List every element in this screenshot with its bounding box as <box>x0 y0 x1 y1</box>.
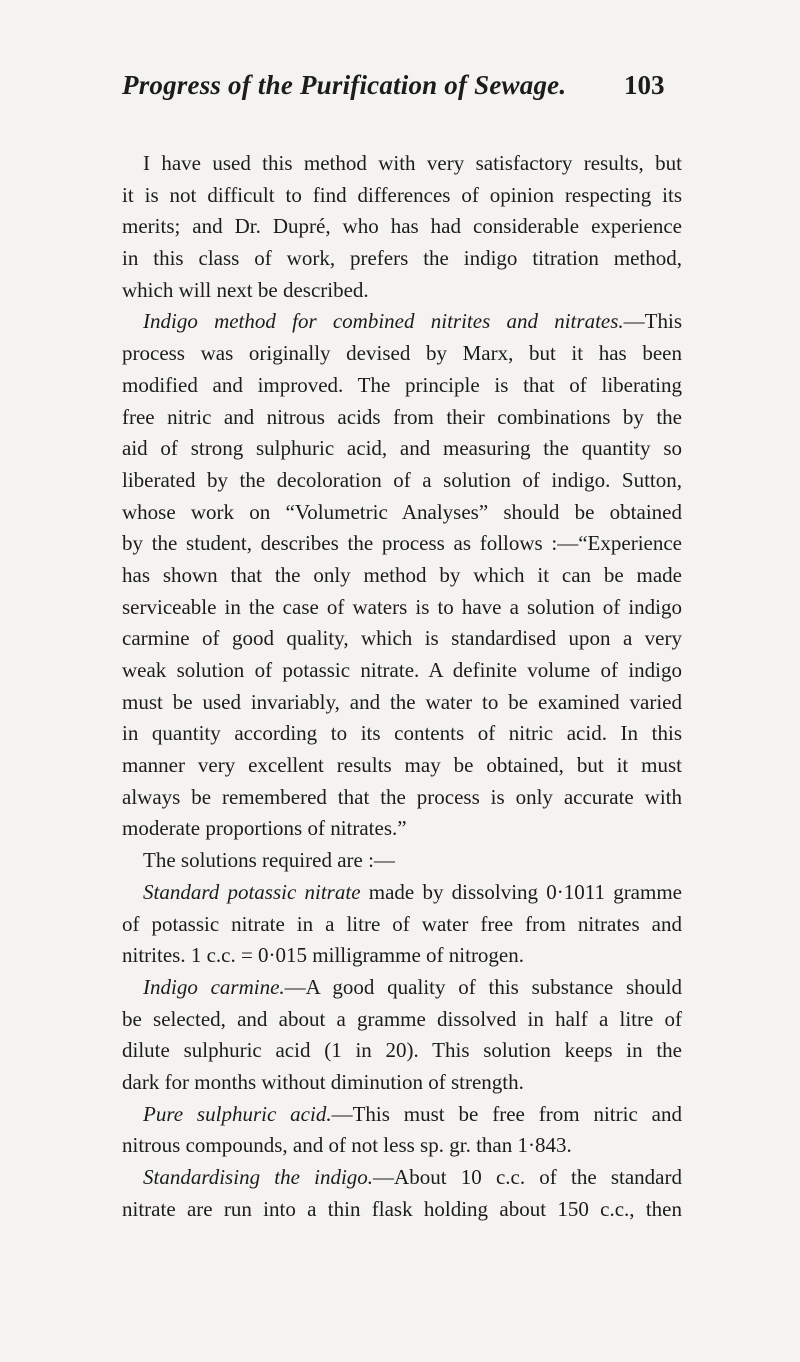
line-text: whose work on “Volumetric Analyses” should be obtained <box>122 499 682 524</box>
line-text: nitrate are run into a thin flask holding about 150 c.c., then <box>122 1196 682 1221</box>
line-text: must be used invariably, and the water to be examined varied <box>122 689 682 714</box>
text-line <box>122 1162 682 1194</box>
italic-run-in-heading: Indigo carmine. <box>143 974 285 999</box>
text-line <box>122 909 682 941</box>
text-line <box>122 1130 682 1162</box>
line-text: of potassic nitrate in a litre of water free from nitrates and <box>122 911 682 936</box>
text-line <box>122 750 682 782</box>
text-line <box>122 1099 682 1131</box>
line-text: moderate proportions of nitrates.” <box>122 816 407 841</box>
line-text: by the student, describes the process as follows :—“Experience <box>122 531 682 556</box>
text-line <box>122 592 682 624</box>
text-line <box>122 687 682 719</box>
line-text: be selected, and about a gramme dissolved in half a litre of <box>122 1006 682 1031</box>
text-line <box>122 877 682 909</box>
text-line <box>122 306 682 338</box>
line-text: carmine of good quality, which is standardised upon a very <box>122 626 682 651</box>
text-line <box>122 402 682 434</box>
text-line <box>122 180 682 212</box>
text-line <box>122 497 682 529</box>
line-text: in quantity according to its contents of nitric acid. In this <box>122 721 682 746</box>
line-text: which will next be described. <box>122 277 369 302</box>
italic-run-in-heading: Pure sulphuric acid. <box>143 1101 332 1126</box>
text-line <box>122 813 682 845</box>
text-line <box>122 148 682 180</box>
line-text: —This must be free from nitric and <box>331 1101 682 1126</box>
text-line <box>122 243 682 275</box>
text-line <box>122 782 682 814</box>
line-text: —This <box>623 309 682 334</box>
line-text: made by dissolving 0·1011 gramme <box>360 879 682 904</box>
line-text: serviceable in the case of waters is to have a solution of indigo <box>122 594 682 619</box>
line-text: dark for months without diminution of strength. <box>122 1069 524 1094</box>
line-text: The solutions required are :— <box>143 848 395 873</box>
line-text: manner very excellent results may be obtained, but it must <box>122 753 682 778</box>
italic-run-in-heading: Indigo method for combined nitrites and nitrates. <box>143 309 624 334</box>
text-line <box>122 972 682 1004</box>
italic-run-in-heading: Standardising the indigo. <box>143 1165 374 1189</box>
text-line <box>122 718 682 750</box>
line-text: —A good quality of this substance should <box>284 974 682 999</box>
text-line <box>122 560 682 592</box>
text-line <box>122 338 682 370</box>
line-text: has shown that the only method by which it can be made <box>122 562 682 587</box>
line-text: process was originally devised by Marx, but it has been <box>122 341 682 366</box>
line-text: dilute sulphuric acid (1 in 20). This solution keeps in the <box>122 1038 682 1063</box>
text-line <box>122 528 682 560</box>
text-line <box>122 623 682 655</box>
text-line <box>122 940 682 972</box>
text-line <box>122 1067 682 1099</box>
line-text: in this class of work, prefers the indigo titration method, <box>122 246 682 271</box>
line-text: nitrites. 1 c.c. = 0·015 milligramme of nitrogen. <box>122 943 525 968</box>
line-text: always be remembered that the process is only accurate with <box>122 784 682 809</box>
page-number: 103 <box>624 70 665 100</box>
line-text: aid of strong sulphuric acid, and measuring the quantity so <box>122 436 682 461</box>
line-text: modified and improved. The principle is that of liberating <box>122 372 682 397</box>
line-text: it is not difficult to find differences of opinion respecting its <box>122 182 682 207</box>
text-line <box>122 370 682 402</box>
text-line <box>122 211 682 243</box>
line-text: free nitric and nitrous acids from their combinations by the <box>122 404 682 429</box>
text-line <box>122 1035 682 1067</box>
italic-run-in-heading: Standard potassic nitrate <box>143 879 361 904</box>
running-title: Progress of the Purification of Sewage. <box>122 70 567 100</box>
text-line <box>122 433 682 465</box>
text-line <box>122 1194 682 1226</box>
text-line <box>122 845 682 877</box>
text-line <box>122 655 682 687</box>
text-line <box>122 275 682 307</box>
running-head <box>0 70 800 110</box>
line-text: weak solution of potassic nitrate. A definite volume of indigo <box>122 658 682 682</box>
line-text: —About 10 c.c. of the standard <box>373 1165 682 1189</box>
line-text: I have used this method with very satisfactory results, but <box>143 151 682 175</box>
text-line <box>122 465 682 497</box>
text-line <box>122 1004 682 1036</box>
line-text: liberated by the decoloration of a solution of indigo. Sutton, <box>122 467 682 492</box>
line-text: nitrous compounds, and of not less sp. gr. than 1·843. <box>122 1133 572 1158</box>
body-text <box>122 148 682 1225</box>
line-text: merits; and Dr. Dupré, who has had considerable experience <box>122 214 682 239</box>
